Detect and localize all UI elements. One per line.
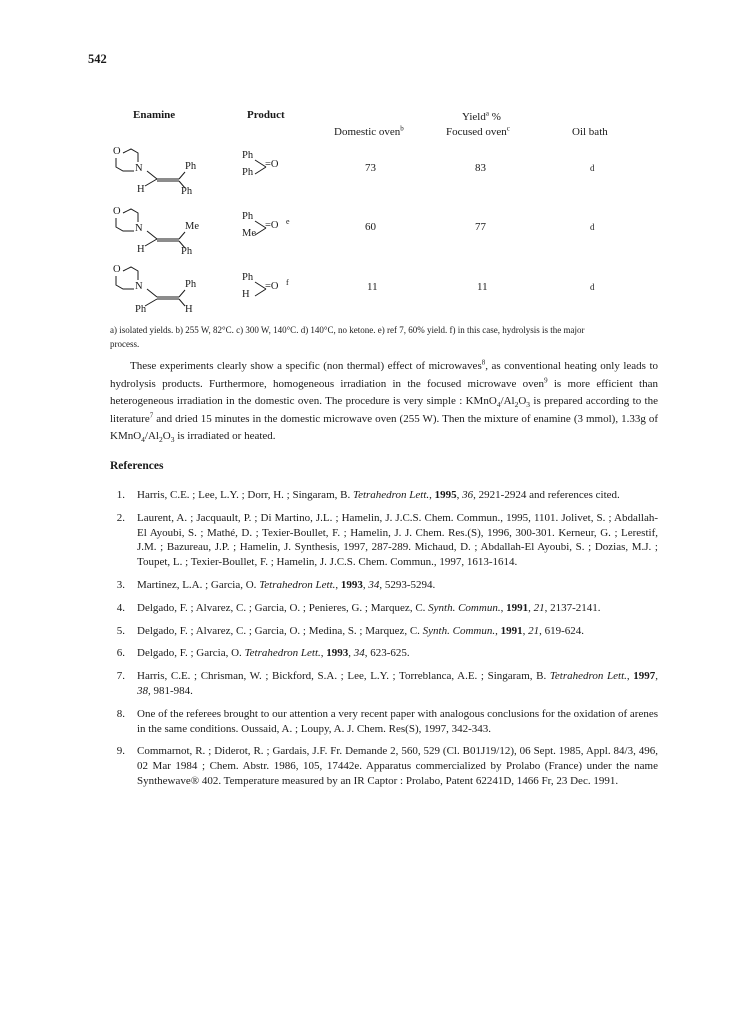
product-carbonyl: =O: [265, 281, 279, 292]
enamine-h-label: H: [137, 184, 145, 195]
table-footnote: [110, 323, 655, 351]
reference-item: 5. Delgado, F. ; Alvarez, C. ; Garcia, O. ; Medina, S. ; Marquez, C. Synth. Commun., 1991, 21, 619-624.: [116, 624, 585, 637]
yield-oil-bath-1: d: [590, 163, 595, 173]
yield-focused-1: 83: [475, 162, 486, 174]
reference-item: 2. Laurent, A. ; Jacquault, P. ; Di Martino, J.L. ; Hamelin, J. J.C.S. Chem. Commun., 1995, 1101. Jolivet, S. ; Abdallah-El Ayoubi, S. ; Mathé, D. ; Texier-Boullet, F. ; Hamelin, J. J. Chem. Res.(S), 1996, 300-301. Kerneur, G. ; Lerestif, J.M. ; Bazureau, J.P. ; Hamelin, J. Synthesis, 1997, 287-289. Michaud, D. ; Abdallah-El Ayoubi, S. ; Dozias, M.J. ; Toupet, L. ; Texier-Boullet, F. ; Hamelin, J. J.C.S. Chem. Commun., 1997, 1613-1614.: [116, 511, 658, 569]
product-top-substituent: Ph: [242, 211, 254, 222]
product-carbonyl: =O: [265, 159, 279, 170]
header-domestic-oven: Domestic oven$^b$: [334, 124, 404, 138]
yield-oil-bath-2: d: [590, 222, 595, 232]
reference-item: 1. Harris, C.E. ; Lee, L.Y. ; Dorr, H. ; Singaram, B. Tetrahedron Lett., 1995, 36, 2921-2924 and references cited.: [116, 489, 620, 501]
yield-focused-3: 11: [477, 281, 488, 293]
enamine-structure-2: [113, 208, 203, 260]
table-footnote-line-1: a) isolated yields. b) 255 W, 82°C. c) 300 W, 140°C. d) 140°C, no ketone. e) ref 7, 60% yield. f) in this case, hydrolysis is the major: [110, 325, 585, 335]
reference-item: 4. Delgado, F. ; Alvarez, C. ; Garcia, O. ; Penieres, G. ; Marquez, C. Synth. Commun., 1991, 21, 2137-2141.: [116, 601, 601, 614]
enamine-n-label: N: [135, 163, 143, 174]
header-focused-oven: Focused oven$^c$: [446, 124, 510, 138]
product-structure-3: [242, 272, 302, 308]
product-bottom-substituent: Ph: [242, 167, 254, 178]
header-enamine: Enamine: [133, 109, 176, 121]
references-list: [110, 488, 658, 797]
enamine-o-label: O: [113, 264, 121, 275]
enamine-substituent-bottom: Ph: [135, 304, 147, 315]
enamine-structure-3: [113, 266, 203, 318]
reference-item: 3. Martinez, L.A. ; Garcia, O. Tetrahedron Lett., 1993, 34, 5293-5294.: [116, 578, 436, 591]
reference-item: 9. Commarnot, R. ; Diderot, R. ; Gardais, J.F. Fr. Demande 2, 560, 529 (Cl. B01J19/12), 06 Sept. 1985, Appl. 84/3, 496, 02 Mar 1984 ; Chem. Abstr. 1986, 105, 17442e. Apparatus commercialized by Prolabo (France) under the name Synthewave® 402. Temperature measured by an IR Captor : Prolabo, Patent 62241D, 1466 Fr, 23 Dec. 1991.: [116, 745, 658, 787]
enamine-n-label: N: [135, 281, 143, 292]
yield-domestic-3: 11: [367, 281, 378, 293]
enamine-h-label: H: [185, 304, 193, 315]
enamine-o-label: O: [113, 206, 121, 217]
yield-domestic-1: 73: [365, 162, 376, 174]
enamine-substituent-bottom: Ph: [181, 186, 193, 197]
enamine-substituent-top: Ph: [185, 161, 197, 172]
reference-item: 7. Harris, C.E. ; Chrisman, W. ; Bickford, S.A. ; Lee, L.Y. ; Torreblanca, A.E. ; Singaram, B. Tetrahedron Lett., 1997, 38, 981-984.: [116, 670, 658, 697]
product-top-substituent: Ph: [242, 272, 254, 283]
product-bottom-substituent: Me: [242, 228, 256, 239]
page-number: 542: [88, 52, 107, 66]
yield-focused-2: 77: [475, 221, 486, 233]
product-footnote-mark: e: [286, 217, 290, 226]
enamine-h-label: H: [137, 244, 145, 255]
reference-item: 6. Delgado, F. ; Garcia, O. Tetrahedron Lett., 1993, 34, 623-625.: [116, 647, 410, 660]
body-paragraph: These experiments clearly show a specific (non thermal) effect of microwaves$^8$, as conventional heating only leads to hydrolysis products. Furthermore, homogeneous irradiation in the focused microwave oven$^9$ is more efficient than heterogeneous irradiation in the domestic oven. The procedure is very simple : $KMnO_4/Al_2O_3$ is prepared according to the literature$^7$ and dried 15 minutes in the domestic microwave oven (255 W). Then the mixture of enamine (3 mmol), 1.33g of $KMnO_4/Al_2O_3$ is irradiated or heated.: [110, 358, 659, 445]
enamine-n-label: N: [135, 223, 143, 234]
yield-oil-bath-3: d: [590, 282, 595, 292]
enamine-substituent-top: Me: [185, 221, 199, 232]
enamine-substituent-top: Ph: [185, 279, 197, 290]
product-structure-1: [242, 150, 302, 186]
enamine-structure-1: [113, 148, 203, 200]
enamine-o-label: O: [113, 146, 121, 157]
product-footnote-mark: f: [286, 278, 289, 287]
table-footnote-line-2: process.: [110, 339, 140, 349]
product-top-substituent: Ph: [242, 150, 254, 161]
reference-item: 8. One of the referees brought to our attention a very recent paper with analogous conclusions for the oxidation of arenes in the same conditions. Oussaid, A. ; Loupy, A. J. Chem. Res(S), 1997, 342-343.: [116, 707, 658, 735]
references-heading: References: [110, 460, 164, 472]
product-bottom-substituent: H: [242, 289, 250, 300]
enamine-substituent-bottom: Ph: [181, 246, 193, 257]
header-yield: Yield$^a$ %: [462, 109, 501, 123]
header-oil-bath: Oil bath: [572, 126, 608, 138]
header-product: Product: [247, 109, 285, 121]
yield-domestic-2: 60: [365, 221, 376, 233]
product-carbonyl: =O: [265, 220, 279, 231]
product-structure-2: [242, 211, 302, 247]
